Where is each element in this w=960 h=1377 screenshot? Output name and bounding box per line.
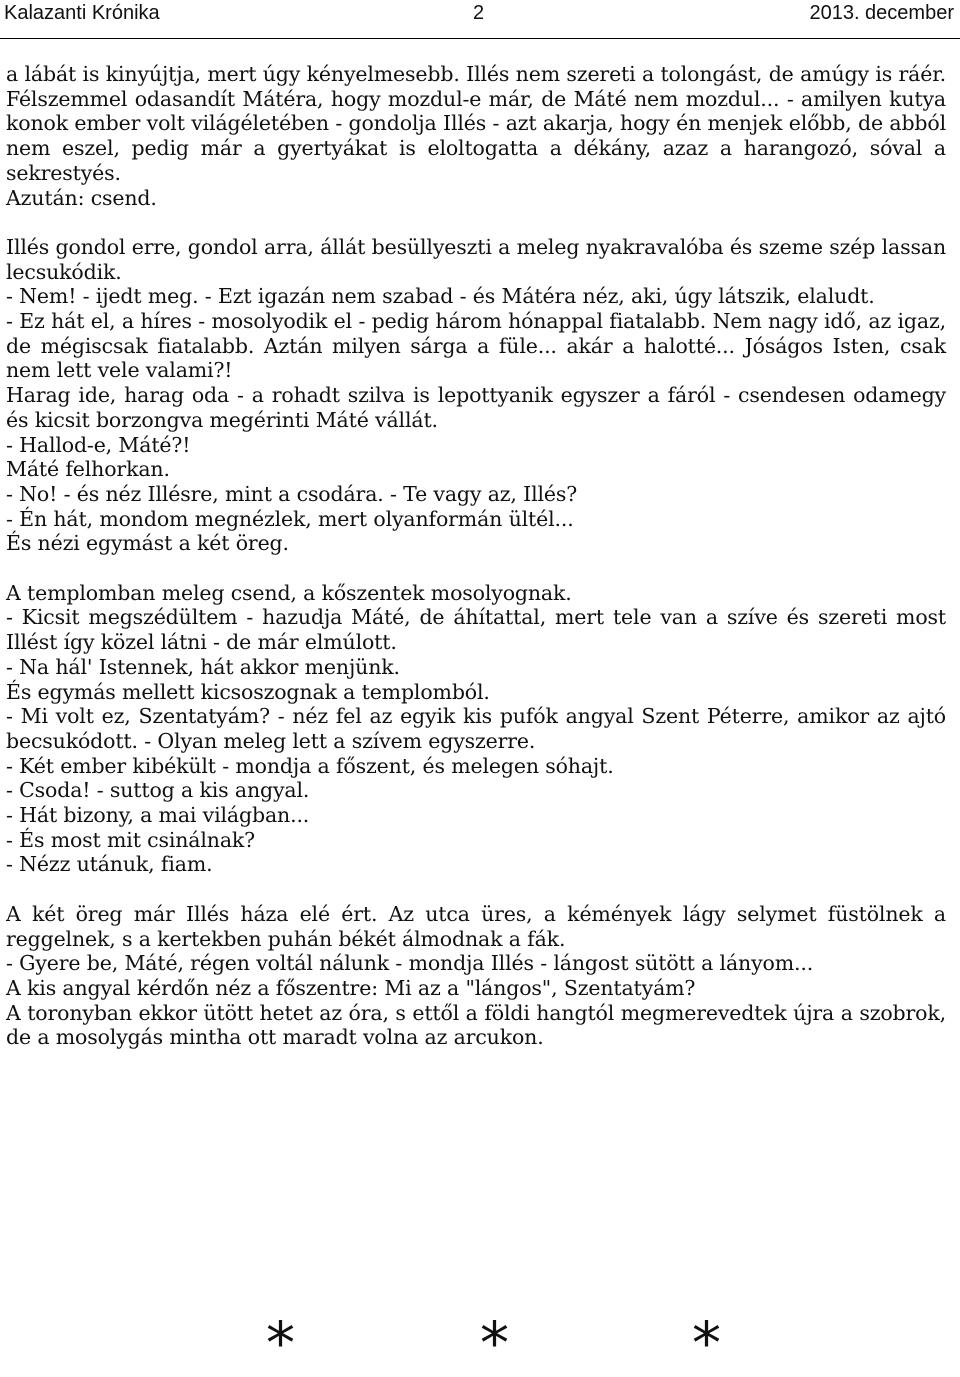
paragraph: - Két ember kibékült - mondja a főszent, és melegen sóhajt. xyxy=(6,753,614,778)
paragraph: Máté felhorkan. xyxy=(6,457,170,482)
paragraph-gap xyxy=(6,556,946,581)
separator-star: * xyxy=(692,1309,721,1377)
paragraph: - Nem! - ijedt meg. - Ezt igazán nem szabad - és Mátéra néz, aki, úgy látszik, elaludt. xyxy=(6,284,875,309)
paragraph: Azután: csend. xyxy=(6,185,157,210)
paragraph: - Én hát, mondom megnézlek, mert olyanformán ültél... xyxy=(6,506,574,531)
publication-title: Kalazanti Krónika xyxy=(4,2,160,24)
paragraph: - Na hál' Istennek, hát akkor menjünk. xyxy=(6,654,400,679)
paragraph: A templomban meleg csend, a kőszentek mosolyognak. xyxy=(6,580,572,605)
issue-date: 2013. december xyxy=(809,2,954,24)
paragraph: - Csoda! - suttog a kis angyal. xyxy=(6,778,310,803)
paragraph: Illés gondol erre, gondol arra, állát besüllyeszti a meleg nyakravalóba és szeme szép lassan lecsukódik. xyxy=(6,234,946,284)
paragraph: - Hát bizony, a mai világban... xyxy=(6,803,310,828)
paragraph: - Ez hát el, a híres - mosolyodik el - pedig három hónappal fiatalabb. Nem nagy idő, az igaz, de mégiscsak fiatalabb. Aztán milyen sárga a füle... akár a halotté... Jóságos Isten, csak nem lett vele valami?! xyxy=(6,309,946,383)
paragraph: És egymás mellett kicsoszognak a templomból. xyxy=(6,679,490,704)
page-number: 2 xyxy=(473,2,485,24)
paragraph-gap xyxy=(6,877,946,902)
section-separator xyxy=(0,1309,960,1377)
paragraph: Harag ide, harag oda - a rohadt szilva is lepottyanik egyszer a fáról - csendesen odamegy és kicsit borzongva megérinti Máté vállát. xyxy=(6,383,946,432)
paragraph: A toronyban ekkor ütött hetet az óra, s ettől a földi hangtól megmerevedtek újra a szobrok, de a mosolygás mintha ott maradt volna az arcukon. xyxy=(6,1000,946,1050)
paragraph: - Kicsit megszédültem - hazudja Máté, de áhítattal, mert tele van a szíve és szereti most Illést így közel látni - de már elmúlott. xyxy=(6,605,946,655)
paragraph: - Gyere be, Máté, régen voltál nálunk - mondja Illés - lángost sütött a lányom... xyxy=(6,951,814,976)
paragraph: A két öreg már Illés háza elé ért. Az utca üres, a kémények lágy selymet füstölnek a reggelnek, s a kertekben puhán békét álmodnak a fák. xyxy=(6,901,946,951)
separator-star: * xyxy=(480,1309,509,1377)
paragraph: - Hallod-e, Máté?! xyxy=(6,432,191,457)
paragraph: - Mi volt ez, Szentatyám? - néz fel az egyik kis pufók angyal Szent Péterre, amikor az ajtó becsukódott. - Olyan meleg lett a szívem egyszerre. xyxy=(6,704,946,753)
paragraph: - No! - és néz Illésre, mint a csodára. - Te vagy az, Illés? xyxy=(6,481,578,506)
paragraph: - És most mit csinálnak? xyxy=(6,827,256,852)
paragraph: - Nézz utánuk, fiam. xyxy=(6,852,213,877)
paragraph-gap xyxy=(6,210,946,235)
separator-star: * xyxy=(266,1309,295,1377)
page-header xyxy=(0,0,960,39)
paragraph: A kis angyal kérdőn néz a főszentre: Mi az a "lángos", Szentatyám? xyxy=(6,975,696,1000)
paragraph: És nézi egymást a két öreg. xyxy=(6,531,289,556)
article-body xyxy=(6,62,946,1050)
paragraph: a lábát is kinyújtja, mert úgy kényelmesebb. Illés nem szereti a tolongást, de amúgy is ráér. Félszemmel odasandít Mátéra, hogy mozdul-e már, de Máté nem mozdul... - amilyen kutya konok ember volt világéletében - gondolja Illés - azt akarja, hogy én menjek előbb, de abból nem eszel, pedig már a gyertyákat is eloltogatta a dékány, azaz a harangozó, sóval a sekrestyés. xyxy=(6,62,946,185)
